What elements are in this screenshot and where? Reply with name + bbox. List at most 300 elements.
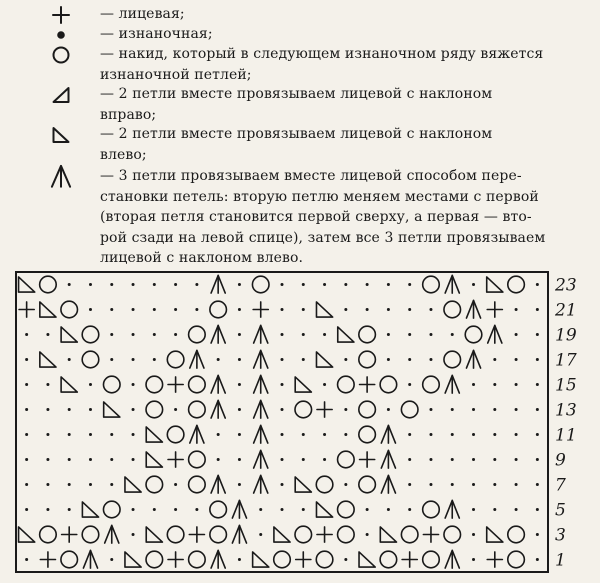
row-number: 17 xyxy=(555,350,577,371)
chart-cell-arrow-up-triangle-icon xyxy=(445,500,459,518)
chart-cell-dot-icon xyxy=(323,383,326,386)
chart-cell-arrow-up-triangle-icon xyxy=(381,475,395,493)
chart-cell-dot-icon xyxy=(536,433,539,436)
chart-cell-dot-icon xyxy=(153,358,156,361)
chart-cell-circle-icon xyxy=(167,426,184,443)
chart-cell-triangle-left-icon xyxy=(61,327,77,342)
chart-cell-plus-icon xyxy=(62,527,77,542)
chart-cell-dot-icon xyxy=(238,433,241,436)
chart-cell-dot-icon xyxy=(451,483,454,486)
chart-cell-plus-icon xyxy=(168,377,183,392)
chart-cell-dot-icon xyxy=(302,283,305,286)
chart-cell-arrow-up-triangle-icon xyxy=(254,475,268,493)
chart-cell-dot-icon xyxy=(515,433,518,436)
triangle-left-icon xyxy=(46,120,76,150)
chart-cell-dot-icon xyxy=(281,483,284,486)
chart-cell-plus-icon xyxy=(402,552,417,567)
chart-cell-dot-icon xyxy=(195,508,198,511)
chart-cell-dot-icon xyxy=(451,333,454,336)
chart-cell-dot-icon xyxy=(302,358,305,361)
chart-cell-circle-icon xyxy=(508,526,525,543)
chart-cell-dot-icon xyxy=(536,308,539,311)
chart-cell-dot-icon xyxy=(281,333,284,336)
chart-cell-arrow-up-triangle-icon xyxy=(254,325,268,343)
chart-cell-circle-icon xyxy=(40,276,57,293)
chart-cell-circle-icon xyxy=(380,376,397,393)
chart-cell-dot-icon xyxy=(515,508,518,511)
chart-cell-dot-icon xyxy=(68,458,71,461)
chart-cell-dot-icon xyxy=(536,508,539,511)
chart-cell-dot-icon xyxy=(387,508,390,511)
chart-cell-arrow-up-triangle-icon xyxy=(466,350,480,368)
chart-cell-triangle-left-icon xyxy=(125,477,141,492)
chart-cell-arrow-up-triangle-icon xyxy=(254,450,268,468)
chart-cell-dot-icon xyxy=(515,308,518,311)
chart-cell-plus-icon xyxy=(168,552,183,567)
chart-cell-arrow-up-triangle-icon xyxy=(381,450,395,468)
chart-cell-dot-icon xyxy=(281,383,284,386)
chart-cell-dot-icon xyxy=(259,508,262,511)
chart-cell-dot-icon xyxy=(536,358,539,361)
row-number: 21 xyxy=(555,300,577,321)
chart-cell-dot-icon xyxy=(408,358,411,361)
chart-cell-dot-icon xyxy=(366,508,369,511)
chart-cell-triangle-left-icon xyxy=(61,377,77,392)
chart-cell-dot-icon xyxy=(451,433,454,436)
chart-cell-dot-icon xyxy=(472,283,475,286)
chart-cell-dot-icon xyxy=(68,433,71,436)
chart-cell-dot-icon xyxy=(515,333,518,336)
chart-cell-circle-icon xyxy=(167,526,184,543)
chart-cell-dot-icon xyxy=(281,408,284,411)
chart-cell-dot-icon xyxy=(408,283,411,286)
chart-cell-triangle-left-icon xyxy=(359,552,375,567)
chart-cell-arrow-up-triangle-icon xyxy=(211,375,225,393)
chart-cell-dot-icon xyxy=(493,383,496,386)
chart-cell-dot-icon xyxy=(472,558,475,561)
chart-cell-dot-icon xyxy=(281,458,284,461)
chart-cell-circle-icon xyxy=(40,526,57,543)
chart-cell-dot-icon xyxy=(429,483,432,486)
chart-cell-dot-icon xyxy=(429,408,432,411)
chart-cell-dot-icon xyxy=(302,433,305,436)
chart-cell-dot-icon xyxy=(515,383,518,386)
chart-cell-dot-icon xyxy=(46,383,49,386)
chart-cell-plus-icon xyxy=(19,302,34,317)
chart-cell-dot-icon xyxy=(493,458,496,461)
chart-cell-triangle-left-icon xyxy=(146,427,162,442)
chart-cell-circle-icon xyxy=(210,501,227,518)
chart-cell-dot-icon xyxy=(238,358,241,361)
chart-cell-arrow-up-triangle-icon xyxy=(105,525,119,543)
chart-cell-dot-icon xyxy=(323,283,326,286)
chart-cell-dot-icon xyxy=(110,308,113,311)
chart-cell-dot-icon xyxy=(302,458,305,461)
chart-cell-dot-icon xyxy=(132,508,135,511)
chart-cell-circle-icon xyxy=(508,276,525,293)
chart-cell-dot-icon xyxy=(89,408,92,411)
chart-cell-dot-icon xyxy=(344,558,347,561)
chart-cell-dot-icon xyxy=(217,458,220,461)
chart-cell-dot-icon xyxy=(153,333,156,336)
chart-cell-dot-icon xyxy=(493,358,496,361)
legend xyxy=(0,0,600,266)
chart-cell-dot-icon xyxy=(429,458,432,461)
chart-cell-dot-icon xyxy=(493,483,496,486)
chart-cell-triangle-left-icon xyxy=(487,527,503,542)
chart-cell-triangle-left-icon xyxy=(125,552,141,567)
chart-cell-dot-icon xyxy=(281,508,284,511)
chart-cell-dot-icon xyxy=(366,308,369,311)
chart-cell-triangle-left-icon xyxy=(146,527,162,542)
chart-cell-circle-icon xyxy=(359,326,376,343)
chart-cell-dot-icon xyxy=(238,558,241,561)
chart-cell-circle-icon xyxy=(61,551,78,568)
chart-cell-dot-icon xyxy=(387,283,390,286)
chart-cell-dot-icon xyxy=(89,383,92,386)
chart-cell-plus-icon xyxy=(253,302,268,317)
chart-cell-dot-icon xyxy=(536,383,539,386)
row-number: 11 xyxy=(555,425,577,446)
row-number: 1 xyxy=(555,550,566,571)
chart-cell-dot-icon xyxy=(238,408,241,411)
chart-cell-plus-icon xyxy=(317,402,332,417)
chart-cell-dot-icon xyxy=(515,408,518,411)
chart-cell-circle-icon xyxy=(274,551,291,568)
chart-cell-circle-icon xyxy=(146,376,163,393)
chart-cell-circle-icon xyxy=(508,551,525,568)
chart-cell-dot-icon xyxy=(408,383,411,386)
chart-cell-circle-icon xyxy=(423,551,440,568)
chart-cell-circle-icon xyxy=(359,351,376,368)
chart-cell-dot-icon xyxy=(89,483,92,486)
chart-cell-circle-icon xyxy=(338,526,355,543)
chart-cell-dot-icon xyxy=(515,358,518,361)
chart-cell-dot-icon xyxy=(281,358,284,361)
chart-cell-circle-icon xyxy=(210,301,227,318)
chart-cell-circle-icon xyxy=(189,451,206,468)
chart-cell-dot-icon xyxy=(536,483,539,486)
chart-cell-circle-icon xyxy=(189,551,206,568)
chart-cell-dot-icon xyxy=(536,458,539,461)
chart-cell-dot-icon xyxy=(25,358,28,361)
chart-cell-triangle-left-icon xyxy=(40,352,56,367)
legend-text: — накид, который в следующем изнаночном ряду вяжется изнаночной петлей; xyxy=(100,46,544,83)
chart-cell-plus-icon xyxy=(189,527,204,542)
chart-cell-triangle-left-icon xyxy=(19,277,35,292)
chart-cell-dot-icon xyxy=(302,333,305,336)
chart-cell-circle-icon xyxy=(444,526,461,543)
chart-cell-dot-icon xyxy=(323,433,326,436)
chart-cell-circle-icon xyxy=(146,476,163,493)
chart-cell-dot-icon xyxy=(110,333,113,336)
row-number: 13 xyxy=(555,400,577,421)
chart-cell-dot-icon xyxy=(25,558,28,561)
chart-cell-dot-icon xyxy=(451,408,454,411)
row-number: 9 xyxy=(555,450,566,471)
chart-cell-dot-icon xyxy=(302,508,305,511)
chart-cell-triangle-left-icon xyxy=(295,377,311,392)
chart-cell-circle-icon xyxy=(401,401,418,418)
chart-cell-dot-icon xyxy=(68,408,71,411)
chart-cell-circle-icon xyxy=(189,401,206,418)
chart-cell-triangle-left-icon xyxy=(338,327,354,342)
chart-cell-dot-icon xyxy=(68,283,71,286)
chart-cell-dot-icon xyxy=(408,458,411,461)
chart-cell-dot-icon xyxy=(429,358,432,361)
chart-cell-circle-icon xyxy=(189,376,206,393)
chart-cell-arrow-up-triangle-icon xyxy=(466,300,480,318)
chart-cell-dot-icon xyxy=(387,333,390,336)
chart-cell-triangle-left-icon xyxy=(316,502,332,517)
chart-cell-circle-icon xyxy=(295,401,312,418)
chart-cell-dot-icon xyxy=(174,508,177,511)
chart-cell-dot-icon xyxy=(344,283,347,286)
chart-cell-dot-icon xyxy=(110,483,113,486)
chart-cell-dot-icon xyxy=(472,483,475,486)
chart-cell-dot-icon xyxy=(344,408,347,411)
chart-cell-arrow-up-triangle-icon xyxy=(488,325,502,343)
row-number: 3 xyxy=(555,525,566,546)
chart-cell-dot-icon xyxy=(174,483,177,486)
chart-cell-circle-icon xyxy=(401,526,418,543)
chart-cell-dot-icon xyxy=(366,533,369,536)
chart-cell-dot-icon xyxy=(344,483,347,486)
chart-cell-dot-icon xyxy=(217,358,220,361)
chart-cell-dot-icon xyxy=(493,508,496,511)
knitting-chart xyxy=(0,262,600,583)
chart-cell-dot-icon xyxy=(110,358,113,361)
chart-cell-circle-icon xyxy=(146,401,163,418)
chart-cell-plus-icon xyxy=(168,452,183,467)
chart-cell-circle-icon xyxy=(82,326,99,343)
chart-cell-dot-icon xyxy=(238,333,241,336)
chart-cell-dot-icon xyxy=(25,458,28,461)
chart-cell-plus-icon xyxy=(40,552,55,567)
row-number: 15 xyxy=(555,375,577,396)
chart-cell-dot-icon xyxy=(110,283,113,286)
chart-cell-dot-icon xyxy=(281,308,284,311)
chart-cell-dot-icon xyxy=(89,433,92,436)
chart-cell-dot-icon xyxy=(25,383,28,386)
chart-cell-circle-icon xyxy=(338,376,355,393)
chart-cell-dot-icon xyxy=(259,533,262,536)
row-number: 5 xyxy=(555,500,566,521)
chart-cell-dot-icon xyxy=(46,458,49,461)
chart-cell-dot-icon xyxy=(387,358,390,361)
chart-cell-dot-icon xyxy=(195,308,198,311)
chart-cell-dot-icon xyxy=(132,533,135,536)
chart-cell-circle-icon xyxy=(316,551,333,568)
chart-cell-dot-icon xyxy=(536,533,539,536)
legend-text: — изнаночная; xyxy=(100,26,213,42)
chart-cell-circle-icon xyxy=(359,426,376,443)
chart-cell-dot-icon xyxy=(536,333,539,336)
chart-cell-arrow-up-triangle-icon xyxy=(211,325,225,343)
chart-cell-circle-icon xyxy=(338,501,355,518)
chart-cell-arrow-up-triangle-icon xyxy=(254,350,268,368)
chart-cell-dot-icon xyxy=(153,308,156,311)
chart-cell-dot-icon xyxy=(238,458,241,461)
chart-cell-dot-icon xyxy=(472,533,475,536)
chart-cell-dot-icon xyxy=(110,433,113,436)
chart-cell-circle-icon xyxy=(82,351,99,368)
legend-text: — 2 петли вместе провязываем лицевой с наклоном влево; xyxy=(100,126,493,163)
chart-cell-triangle-left-icon xyxy=(253,552,269,567)
chart-cell-dot-icon xyxy=(153,283,156,286)
chart-cell-dot-icon xyxy=(174,308,177,311)
circle-icon xyxy=(46,40,76,70)
chart-cell-dot-icon xyxy=(132,358,135,361)
chart-cell-triangle-left-icon xyxy=(316,302,332,317)
chart-cell-circle-icon xyxy=(423,501,440,518)
chart-cell-arrow-up-triangle-icon xyxy=(254,400,268,418)
chart-cell-dot-icon xyxy=(46,508,49,511)
chart-cell-circle-icon xyxy=(359,476,376,493)
chart-cell-dot-icon xyxy=(344,308,347,311)
row-number: 7 xyxy=(555,475,566,496)
chart-cell-dot-icon xyxy=(68,483,71,486)
chart-cell-dot-icon xyxy=(89,283,92,286)
chart-frame xyxy=(16,272,548,572)
chart-cell-circle-icon xyxy=(252,276,269,293)
chart-cell-dot-icon xyxy=(472,408,475,411)
chart-cell-plus-icon xyxy=(423,527,438,542)
chart-cell-dot-icon xyxy=(323,333,326,336)
chart-cell-dot-icon xyxy=(46,433,49,436)
chart-cell-dot-icon xyxy=(451,458,454,461)
chart-cell-circle-icon xyxy=(189,326,206,343)
chart-cell-dot-icon xyxy=(515,483,518,486)
chart-cell-dot-icon xyxy=(408,308,411,311)
chart-cell-dot-icon xyxy=(344,358,347,361)
chart-cell-triangle-left-icon xyxy=(274,527,290,542)
chart-cell-arrow-up-triangle-icon xyxy=(190,350,204,368)
chart-cell-dot-icon xyxy=(25,433,28,436)
chart-cell-arrow-up-triangle-icon xyxy=(211,475,225,493)
chart-cell-circle-icon xyxy=(359,401,376,418)
chart-cell-arrow-up-triangle-icon xyxy=(445,550,459,568)
chart-cell-dot-icon xyxy=(536,408,539,411)
chart-cell-plus-icon xyxy=(317,527,332,542)
chart-cell-circle-icon xyxy=(295,526,312,543)
chart-cell-dot-icon xyxy=(25,508,28,511)
chart-cell-dot-icon xyxy=(281,283,284,286)
chart-cell-triangle-left-icon xyxy=(295,477,311,492)
chart-cell-dot-icon xyxy=(46,408,49,411)
chart-cell-dot-icon xyxy=(408,483,411,486)
chart-cell-dot-icon xyxy=(536,558,539,561)
chart-cell-triangle-left-icon xyxy=(316,352,332,367)
chart-cell-dot-icon xyxy=(25,333,28,336)
chart-cell-dot-icon xyxy=(132,408,135,411)
chart-cell-dot-icon xyxy=(132,383,135,386)
chart-cell-arrow-up-triangle-icon xyxy=(211,275,225,293)
chart-cell-arrow-up-triangle-icon xyxy=(232,525,246,543)
chart-cell-dot-icon xyxy=(493,408,496,411)
chart-cell-dot-icon xyxy=(132,433,135,436)
chart-cell-triangle-left-icon xyxy=(487,277,503,292)
chart-cell-dot-icon xyxy=(110,558,113,561)
chart-cell-circle-icon xyxy=(82,526,99,543)
chart-cell-circle-icon xyxy=(146,551,163,568)
chart-cell-arrow-up-triangle-icon xyxy=(211,400,225,418)
chart-cell-circle-icon xyxy=(167,351,184,368)
chart-cell-dot-icon xyxy=(472,383,475,386)
chart-cell-circle-icon xyxy=(423,376,440,393)
row-number: 23 xyxy=(555,275,577,296)
chart-cell-arrow-up-triangle-icon xyxy=(83,550,97,568)
chart-cell-dot-icon xyxy=(387,408,390,411)
chart-cell-plus-icon xyxy=(296,552,311,567)
chart-cell-circle-icon xyxy=(316,476,333,493)
chart-cell-dot-icon xyxy=(281,433,284,436)
chart-cell-circle-icon xyxy=(423,276,440,293)
row-number: 19 xyxy=(555,325,577,346)
chart-cell-dot-icon xyxy=(472,508,475,511)
chart-cell-triangle-left-icon xyxy=(82,502,98,517)
chart-cell-dot-icon xyxy=(25,483,28,486)
chart-cell-circle-icon xyxy=(103,501,120,518)
chart-cell-dot-icon xyxy=(153,508,156,511)
chart-cell-dot-icon xyxy=(25,408,28,411)
chart-cell-circle-icon xyxy=(380,551,397,568)
chart-cell-dot-icon xyxy=(110,458,113,461)
chart-cell-plus-icon xyxy=(487,302,502,317)
legend-text: — лицевая; xyxy=(100,6,185,22)
chart-cell-dot-icon xyxy=(238,483,241,486)
chart-cell-circle-icon xyxy=(444,351,461,368)
chart-cell-dot-icon xyxy=(132,283,135,286)
chart-cell-triangle-left-icon xyxy=(380,527,396,542)
chart-cell-dot-icon xyxy=(408,433,411,436)
chart-cell-arrow-up-triangle-icon xyxy=(190,425,204,443)
chart-cell-dot-icon xyxy=(344,433,347,436)
chart-cell-circle-icon xyxy=(444,301,461,318)
chart-cell-dot-icon xyxy=(366,283,369,286)
chart-cell-dot-icon xyxy=(68,358,71,361)
chart-cell-circle-icon xyxy=(338,451,355,468)
chart-cell-dot-icon xyxy=(429,433,432,436)
chart-cell-arrow-up-triangle-icon xyxy=(381,425,395,443)
chart-cell-dot-icon xyxy=(46,483,49,486)
chart-cell-dot-icon xyxy=(174,333,177,336)
chart-cell-dot-icon xyxy=(472,458,475,461)
chart-cell-dot-icon xyxy=(238,283,241,286)
chart-cell-dot-icon xyxy=(429,308,432,311)
chart-cell-dot-icon xyxy=(46,333,49,336)
chart-cell-dot-icon xyxy=(408,508,411,511)
chart-cell-arrow-up-triangle-icon xyxy=(254,375,268,393)
chart-cell-triangle-left-icon xyxy=(19,527,35,542)
chart-cell-dot-icon xyxy=(132,308,135,311)
chart-cell-arrow-up-triangle-icon xyxy=(445,375,459,393)
chart-cell-dot-icon xyxy=(536,283,539,286)
chart-cell-dot-icon xyxy=(429,333,432,336)
chart-cell-dot-icon xyxy=(472,433,475,436)
chart-cell-dot-icon xyxy=(493,433,496,436)
chart-cell-dot-icon xyxy=(89,458,92,461)
chart-cell-dot-icon xyxy=(217,433,220,436)
chart-cell-dot-icon xyxy=(302,308,305,311)
arrow-up-triangle-icon xyxy=(46,162,76,192)
chart-cell-arrow-up-triangle-icon xyxy=(254,425,268,443)
chart-cell-dot-icon xyxy=(174,283,177,286)
chart-cell-triangle-left-icon xyxy=(104,402,120,417)
chart-cell-dot-icon xyxy=(387,308,390,311)
chart-cell-circle-icon xyxy=(189,476,206,493)
chart-cell-arrow-up-triangle-icon xyxy=(211,550,225,568)
